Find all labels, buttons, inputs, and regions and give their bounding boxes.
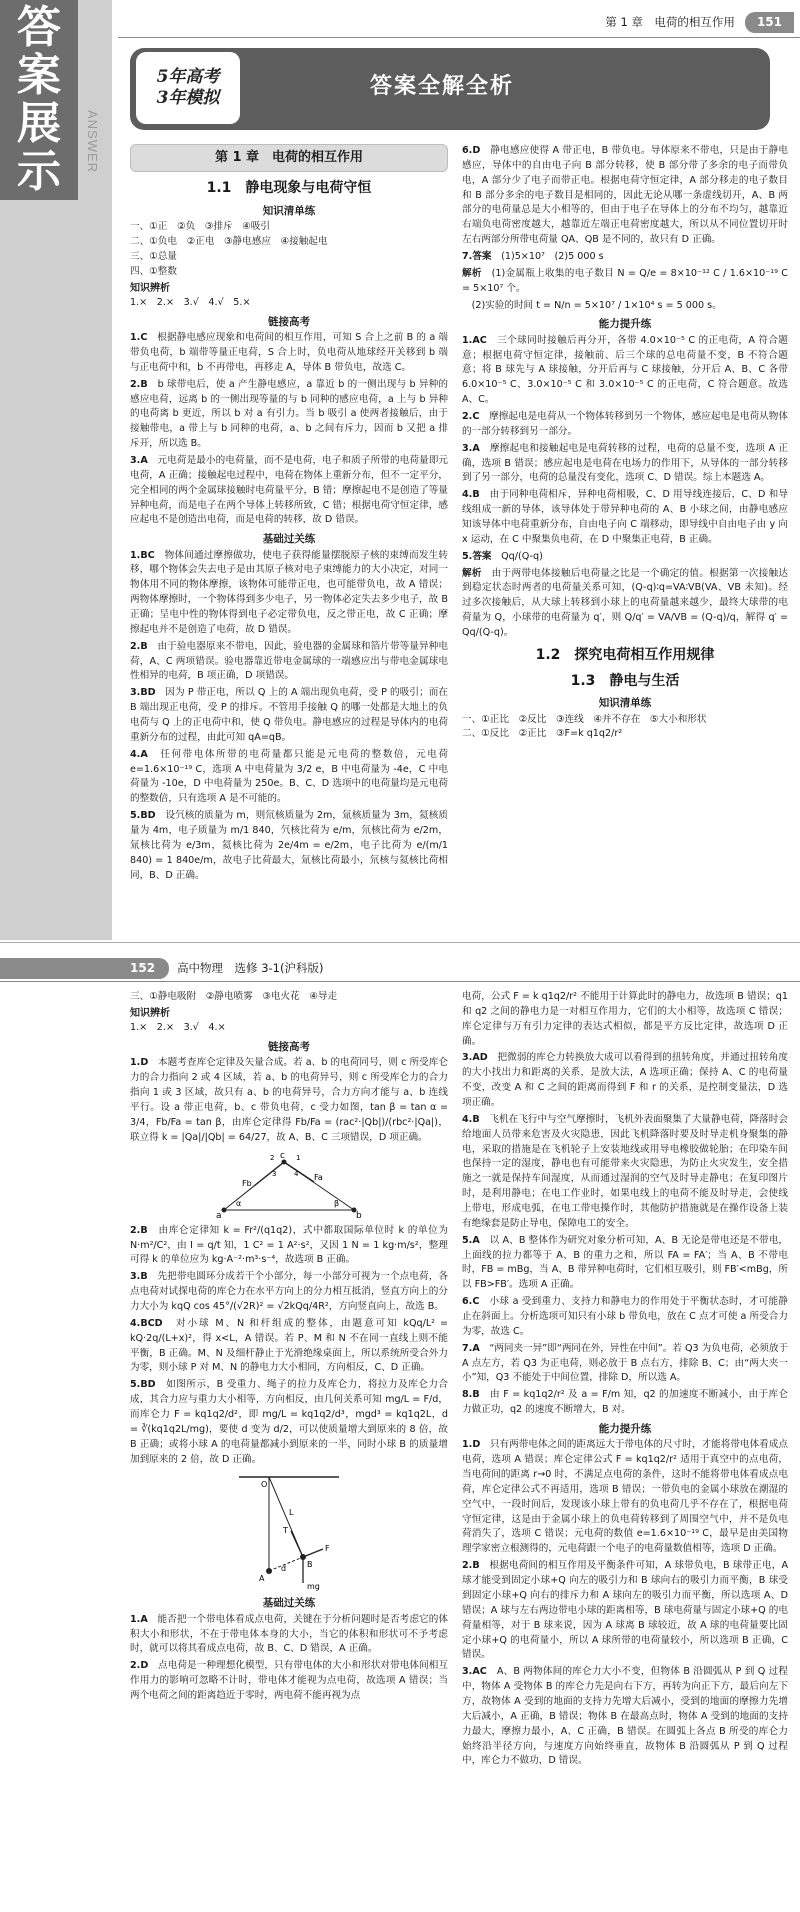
tag-heading: 知识辨析 [130,1007,170,1019]
answer-text: 由 F = kq1q2/r² 及 a = F/m 知，q2 的加速度不断减小，由于库仑力做正功，q2 的速度不断增大，B 对。 [462,1389,788,1416]
answer-item [462,990,788,1049]
answer-text: 设氕核的质量为 m，则氘核质量为 2m，氚核质量为 3m，氦核质量为 4m，电子质量为 m/1 840，氕核比荷为 e/m，氘核比荷为 e/2m，氚核比荷为 e/3m，氦核比荷为 2e/4m = e/2m，电子比荷为 e/(m/1 840) = 1 840e/m，故电子比荷最大，氚核比荷最小，氘核与氦核比荷相同，B、D 正确。 [130,810,448,881]
region-1: 1 [296,1153,301,1162]
answer-text: Qq/(Q-q) [501,550,543,562]
header-chapter: 第 1 章 电荷的相互作用 [605,14,735,29]
answer-item [462,1342,788,1387]
section-title: 1.3 静电与生活 [570,672,680,689]
subsection-heading: 链接高考 [268,1041,310,1054]
side-title-char: 案 [17,50,61,101]
label-b: b [356,1210,362,1220]
subsection-heading: 基础过关练 [262,533,316,546]
answer-line: 一、①正比 ②反比 ③连线 ④并不存在 ⑤大小和形状 [462,713,707,725]
pendulum-diagram [229,1471,349,1591]
answer-item [130,1224,448,1269]
answer-line: 三、①总量 [130,250,177,262]
subsection-heading: 基础过关练 [262,1597,316,1610]
logo-line: 5年高考 [156,67,220,87]
answer-number: 4.B [462,1113,480,1125]
tag-heading: 知识辨析 [130,282,170,294]
answer-text: 先把带电圆环分成若干个小部分，每一小部分可视为一个点电荷，各点电荷对试探电荷的库仑力在水平方向上的分力相互抵消，竖直方向上的分力大小为 kqQ cos 45°/(√2R)² = √2kQq/4R²，方向竖直向上，故选 B。 [130,1271,448,1312]
answer-text: 如图所示，B 受重力、绳子的拉力及库仑力，将拉力及库仑力合成，其合力应与重力大小相等，方向相反，由几何关系可知 mg/L = F/d，而库仑力 F = kq1q2/d²，即 mg/L = kq1q2/d³，mgd³ = kq1q2L，d = ∛(kq1q2L/mg)，要使 d 变为 d/2，可以使质量增大到原来的 8 倍，故 B 正确；或将小球 A 的电荷量都减小到原来的一半，同时小球 B 的质量增加到原来的 2 倍，故 D 正确。 [130,1379,448,1465]
label-alpha: α [236,1198,242,1208]
subsection-heading: 知识清单练 [262,204,316,217]
answer-number: 5.A [462,1234,480,1246]
answer-item [130,748,448,807]
answer-item [130,1270,448,1315]
tension-arrow [291,1531,303,1557]
answer-item [130,378,448,452]
answer-number: 4.B [462,489,480,501]
answer-number: 7.A [462,1342,480,1354]
ball-a [266,1568,272,1574]
label-t: T [283,1526,288,1536]
label-a: a [216,1210,222,1220]
answer-number: 5.答案 [462,550,492,562]
answer-number: 2.B [462,1560,480,1572]
logo-line: 3年模拟 [156,88,220,108]
answer-number: 1.AC [462,334,487,346]
side-title-char: 答 [17,2,61,53]
label-f: F [325,1544,330,1554]
answer-number: 6.D [462,145,481,156]
subsection-heading: 能力提升练 [598,1423,652,1436]
answer-item [130,454,448,528]
charge-a [222,1207,227,1212]
answer-line: 一、①正 ②负 ③排斥 ④吸引 [130,221,270,233]
answer-text: 小球 a 受到重力、支持力和静电力的作用处于平衡状态时，才可能静止在斜面上。分析选项可知只有小球 b 带负电，放在 C 点才可使 a 所受合力为零，故选 C。 [462,1296,788,1337]
answer-text: A、B 两物体间的库仑力大小不变，但物体 B 沿圆弧从 P 到 Q 过程中，物体 A 受物体 B 的库仑力先是向右下方，再转为向正下方，最后向左下方，故物体 A 受到的地面的支持力先增大后减小，受到的地面的摩擦力先增大后减小，A 正确，B 错误；物体 B 在最高点时，物体 A 受到的地面的支持力最大，摩擦力最小，A、C 正确，B 错误。在圆弧上各点 B 所受的库仑力始终沿半径方向，与速度方向始终垂直，故物体 B 沿圆弧从 P 到 Q 过程中，库仑力不做功，D 错误。 [462,1666,788,1767]
answer-text: 电荷，公式 F = k q1q2/r² 不能用于计算此时的静电力，故选项 B 错误；q1 和 q2 之间的静电力是一对相互作用力，它们的大小相等，故选项 C 错误；库仑定律与万有引力定律的表达式相似，都是平方反比定律，故选项 D 正确。 [462,991,788,1047]
label-fb: Fb [242,1178,252,1188]
answer-text: (1)5×10⁷ (2)5 000 s [501,251,604,263]
answer-text: 只有两带电体之间的距离远大于带电体的尺寸时，才能将带电体看成点电荷，选项 A 错误；库仑定律公式 F = kq1q2/r² 适用于真空中的点电荷，当电荷间的距离 r→0 时，不满足点电荷的条件，这时不能将带电体看成点电荷，库仑定律公式不再适用，选项 B 错误；一带负电的金属小球放在潮湿的空气中，一段时间后，发现该小球上带有的负电荷几乎不存在了，根据电荷守恒定律，这是由于金属小球上的负电荷转移到了周围空气中，并不是负电荷消失了，选项 C 错误；元电荷的数值 e=1.6×10⁻¹⁹ C，最早是由美国物理学家密立根测得的，元电荷跟一个电子的电荷量数值相等，选项 D 正确。 [462,1439,788,1555]
answer-number: 2.B [130,378,148,390]
page-number: 151 [745,12,794,33]
answer-text: b 球带电后，使 a 产生静电感应，a 靠近 b 的一侧出现与 b 异种的感应电荷，远离 b 的一侧出现等量的与 b 同种的感应电荷，a 上与 b 异种的电荷离 b 更近，所以 b 对 a 有引力。当 b 吸引 a 使两者接触后，由于接触带电，a 带上与 b 同种的电荷，a、b 之间有斥力，因而 b 又把 a 排斥开，所以选 B。 [130,378,448,450]
answer-text: 物体间通过摩擦做功，使电子获得能量摆脱原子核的束缚而发生转移，哪个物体会失去电子是由其原子核对电子束缚能力的大小决定，对同一物体用不同的物体摩擦，该物体可能带正电，也可能带负电，故 A 错误；两物体摩擦时，一个物体得到多少电子，另一物体必定失去多少电子，故 B 正确；呈电中性的物体得到电子必定带负电，反之带正电，故 C 正确；摩擦起电并不是创造了电荷，故 D 错误。 [130,549,448,635]
side-english-label: ANSWER [85,110,101,174]
answer-item [462,334,788,408]
banner-title: 答案全解全析 [370,74,515,99]
answer-item [462,1559,788,1663]
answer-number: 3.A [462,442,480,454]
answer-text: 能否把一个带电体看成点电荷，关键在于分析问题时是否考虑它的体积大小和形状，不在于带电体本身的大小，当它的体积和形状可不予考虑时，就可以将其看成点电荷，故 B、C、D 错误，A 正确。 [130,1613,448,1655]
answer-line: 二、①反比 ②正比 ③F=k q1q2/r² [462,728,623,740]
answer-text: 由库仑定律知 k = Fr²/(q1q2)，式中都取国际单位时 k 的单位为 N·m²/C²，由 I = q/t 知，1 C² = 1 A²·s²，又因 1 N = 1 kg·m/s²，整理可得 k 的单位应为 kg·A⁻²·m³·s⁻⁴，故选项 B 正确。 [130,1224,448,1266]
ball-b [300,1554,306,1560]
answer-text: 三个球同时接触后再分开，各带 4.0×10⁻⁵ C 的正电荷，A 符合题意；根据电荷守恒定律，接触前、后三个球的总电荷量不变，B 不符合题意；将 B 球先与 A 球接触，分开后再与 C 球接触，分开后 A、B、C 各带 6.0×10⁻⁵ C、3.0×10⁻⁵ C 和 3.0×10⁻⁵ C 的正电荷，C 符合题意。故选 A、C。 [462,334,788,406]
judge-answers: 1.× 2.× 3.√ 4.√ 5.× [130,297,251,309]
answer-item [130,331,448,376]
answer-item [130,1659,448,1704]
answer-text: 飞机在飞行中与空气摩擦时，飞机外表面聚集了大量静电荷，降落时会给地面人员带来危害及火灾隐患，因此飞机降落时要及时导走机身聚集的静电，采取的措施是在飞机轮子上安装地线或用导电橡胶做轮胎；在印染车间也保持一定的湿度，静电也有可能带来火灾隐患，为防止火灾发生，安全措施之一就是保持车间湿度，从而通过湿润的空气及时导走静电；在复印图片时，是利用静电；在电工作业时，如果电线上的电荷不能及时导走，会使线上带电，形成电弧，在电工带电操作时，其他防护措施就是在操作设备上装有绝缘套是防止导电，保障电工的安全。 [462,1113,788,1229]
answer-text: 把微弱的库仑力转换放大成可以看得到的扭转角度，并通过扭转角度的大小找出力和距离的关系，是放大法，A 选项正确；保持 A、C 的电荷量不变，改变 A 和 C 之间的距离而得到 F 和 r 的关系，是控制变量法，D 选项正确。 [462,1052,788,1109]
answer-number: 7.答案 [462,251,492,263]
section-title: 1.2 探究电荷相互作用规律 [535,646,715,663]
answer-number: 3.AD [462,1052,488,1064]
answer-number: 8.B [462,1389,480,1401]
answer-number: 1.BC [130,549,155,561]
answer-text: (2)实验的时间 t = N/n = 5×10⁷ / 1×10⁴ s = 5 000 s。 [471,299,722,311]
answer-item [462,144,788,248]
answer-number: 4.A [130,748,148,760]
force-fb-arrow [254,1162,284,1186]
answer-text: 任何带电体所带的电荷量都只能是元电荷的整数倍，元电荷 e=1.6×10⁻¹⁹ C，选项 A 中电荷量为 3/2 e，B 中电荷量为 -4e，C 中电荷量为 -10e，D 中电荷量为 250e。B、C、D 选项中的电荷量均是元电荷的整数倍，只有选项 A 是不可能的。 [130,748,448,805]
label-fa: Fa [314,1172,323,1182]
answer-item [462,442,788,487]
label-b: B [307,1560,313,1570]
side-title-char: 展 [17,98,61,149]
force-diagram [214,1150,364,1220]
answer-item [462,1234,788,1293]
answer-number: 解析 [462,567,482,579]
answer-line: 三、①静电吸附 ②静电喷雾 ③电火花 ④导走 [130,991,338,1002]
answer-number: 3.A [130,455,148,467]
answer-text: 根据静电感应现象和电荷间的相互作用，可知 S 合上之前 B 的 a 端带负电荷，b 端带等量正电荷，S 合上时，负电荷从地球经开关移到 b 端与正电荷中和，b 不再带电，再移走 A，导体 B 带负电，故选 C。 [130,332,448,373]
answer-item [462,1388,788,1418]
answer-number: 1.D [130,1057,149,1069]
answer-item [462,1665,788,1769]
answer-number: 3.AC [462,1666,487,1678]
answer-item [130,686,448,745]
column-2 [462,144,788,938]
subsection-heading: 知识清单练 [598,697,652,710]
force-fa-arrow [284,1162,314,1182]
answer-item [130,1317,448,1376]
header-book-title: 高中物理 选修 3-1(沪科版) [177,960,324,975]
answer-text: 由于验电器原来不带电，因此，验电器的金属球和箔片带等量异种电荷，A、C 两项错误。验电器靠近带电金属球的一端感应出与带电金属球电性相异的电荷，B 项正确，D 项错误。 [130,640,448,682]
answer-item [130,549,448,638]
page-header-152 [0,956,800,982]
label-a: A [259,1574,265,1584]
label-l: L [289,1508,294,1518]
answer-text: 摩擦起电是电荷从一个物体转移到另一个物体，感应起电是电荷从物体的一部分转移到另一部分。 [462,411,788,437]
answer-text: 因为 P 带正电，所以 Q 上的 A 端出现负电荷，受 P 的吸引；而在 B 端出现正电荷，受 P 的排斥。不管用手接触 Q 的哪一处都是大地上的负电荷与 Q 上的正电荷中和，使 Q 带负电。静电感应的过程是导体内的电荷重新分布的过程，由此可知 qA=qB。 [130,687,448,743]
answer-number: 1.A [130,1613,148,1625]
answer-number: 2.D [130,1660,149,1672]
answer-number: 1.C [130,332,148,344]
brand-logo [136,52,240,124]
answer-item [462,1295,788,1340]
section-title: 1.1 静电现象与电荷守恒 [206,180,372,197]
answer-item [130,1056,448,1145]
label-mg: mg [307,1582,320,1592]
answer-text: 由于同种电荷相斥，异种电荷相吸，C、D 用导线连接后，C、D 和导线组成一新的导体，该导体处于带异种电荷的 A、B 小球之间，由静电感应知该导体中电荷重新分布，自由电子向 C 端移动，即导线中自由电子由 y 向 x 运动，在 C 中聚集负电荷，在 D 中聚集正电荷，B 正确。 [462,489,788,545]
answer-number: 6.C [462,1296,480,1308]
label-beta: β [334,1198,340,1208]
answer-item [462,1113,788,1232]
page-header-151 [118,8,800,38]
answer-item [462,250,788,265]
answer-text: 静电感应使得 A 带正电，B 带负电。导体原来不带电，只是由于静电感应，导体中的自由电子向 B 部分转移，使 B 部分带了多余的电子而带负电，A 部分少了电子而带正电。根据电荷守恒定律，A 部分移走的电子数目和 B 部分多余的电子数目是相同的，因此无论从哪一条虚线切开，A、B 两部分的电荷量总是大小相等的，但由于电子在导体上的分布不均匀，越靠近右端负电荷密度越大，越靠近左端正电荷密度越大，所以从不同位置切开时左右两部分所带电荷量 QA、QB 是不同的，故只有 D 正确。 [462,145,788,246]
answer-text: 对小球 M、N 和杆组成的整体，由题意可知 kQq/L² = kQ·2q/(L+x)²，得 x<L，A 错误。若 P、M 和 N 不在同一直线上则不能平衡，B 正确。M、N 及细杆静止于光滑绝缘桌面上，所以系统所受合外力为零，则小球 P 对 M、N 的静电力大小相同，方向相反，C、D 正确。 [130,1317,448,1374]
answer-number: 1.D [462,1439,481,1451]
answer-number: 4.BCD [130,1317,163,1329]
answer-item [462,299,788,314]
answer-item [130,809,448,883]
region-4: 4 [294,1169,299,1178]
subsection-heading: 链接高考 [268,315,310,328]
answer-number: 2.C [462,411,480,423]
side-title-block [0,0,78,200]
answer-item [130,640,448,685]
page-number: 152 [0,958,169,979]
chapter-heading: 第 1 章 电荷的相互作用 [130,144,448,172]
column-3 [130,990,448,1908]
answer-item [130,1378,448,1467]
answer-item [130,1613,448,1658]
answer-number: 5.BD [130,1379,156,1391]
side-title-char: 示 [17,146,61,197]
answer-item [462,488,788,547]
answer-text: “两同夹一异”即“两同在外，异性在中间”。若 Q3 为负电荷，必须放于 A 点左方，若 Q3 为正电荷，则必放于 B 点右方，排除 B、C；由“两大夹一小”知，Q3 不能处于中间位置，排除 D，所以选 A。 [462,1342,788,1384]
answer-item [462,410,788,440]
subsection-heading: 能力提升练 [598,318,652,331]
answer-number: 3.B [130,1271,148,1283]
answer-number: 3.BD [130,687,156,699]
answer-number: 2.B [130,1224,148,1236]
answer-text: 由于两带电体接触后电荷量之比是一个确定的值。根据第一次接触达到稳定状态时两者的电荷量关系可知，(Q-q)∶q=VA∶VB(VA、VB 未知)。经过多次接触后，从大球上转移到小球上的电荷量越来越少，最终大球带的电荷量为 Q，小球带的电荷量为 q′，则 Q/q′ = VA/VB = (Q-q)/q，解得 q′ = Qq/(Q-q)。 [462,567,788,639]
answer-line: 四、①整数 [130,265,177,277]
answer-text: 元电荷是最小的电荷量，而不是电荷，电子和质子所带的电荷量即元电荷，A 正确；接触起电过程中，电荷在物体上重新分布，但不一定平分，完全相同的两个金属球接触时电荷量平分，B 错；摩擦起电不是创造了等量异种电荷，而是电子在两个导体上转移所致，C 错；根据电荷守恒定律，感应起电不是创造出电荷，而是电荷的转移，故 D 错误。 [130,455,448,526]
region-2: 2 [270,1153,275,1162]
answer-text: 以 A、B 整体作为研究对象分析可知，A、B 无论是带电还是不带电，上面线的拉力都等于 A、B 的重力之和，所以 FA = FA′；当 A、B 不带电时，FB = mBg，当 A、B 带异种电荷时，它们相互吸引，则 FB′<mBg，所以 FB>FB′。选项 A 正确。 [462,1234,788,1291]
region-3: 3 [272,1169,277,1178]
answer-line: 二、①负电 ②正电 ③静电感应 ④接触起电 [130,235,328,247]
title-banner [130,48,770,130]
judge-answers: 1.× 2.× 3.√ 4.× [130,1022,226,1034]
label-c: c [280,1150,285,1161]
column-4 [462,990,788,1908]
answer-text: 根据电荷间的相互作用及平衡条件可知，A 球带负电，B 球带正电，A 球才能受到固定小球+Q 向左的吸引力和 B 球向右的吸引力而平衡，B 球受到固定小球+Q 向右的排斥力和 A 球向左的吸引力而平衡，所以选项 A、D 错误；A 球与左右两边带电小球的距离相等，B 球电荷量与固定小球+Q 的电荷量相等，对于 B 球来说，因为 A 球离 B 球较近，故 A 球的电荷量要比固定小球+Q 的电荷量小，所以 A 球所带的电荷量较小，所以选项 B 正确，C 错误。 [462,1560,788,1661]
page-divider [0,942,800,943]
answer-number: 解析 [462,267,482,279]
answer-number: 2.B [130,640,148,652]
answer-text: 摩擦起电和接触起电是电荷转移的过程，电荷的总量不变，选项 A 正确，选项 B 错误；感应起电是电荷在电场力的作用下，从导体的一部分转移到了另一部分，电荷的总量没有变化，选项 C、D 错误。综上本题选 A。 [462,442,788,484]
column-1 [130,144,448,938]
force-f-arrow [303,1549,323,1557]
answer-item [462,550,788,565]
answer-text: (1)金属瓶上收集的电子数目 N = Q/e = 8×10⁻¹² C / 1.6×10⁻¹⁹ C = 5×10⁷ 个。 [462,267,788,294]
label-o: O [261,1480,268,1490]
label-d: d [281,1564,287,1574]
answer-text: 点电荷是一种理想化模型，只有带电体的大小和形状对带电体间相互作用力的影响可忽略不计时，带电体才能视为点电荷，故选项 A 错误；当两个电荷之间的距离趋近于零时，两电荷不能再视为点 [130,1660,448,1701]
answer-number: 5.BD [130,810,156,822]
answer-item [462,567,788,641]
answer-item [462,267,788,297]
answer-item [462,1438,788,1557]
answer-text: 本题考查库仑定律及矢量合成。若 a、b 的电荷同号，则 c 所受库仑力的合力指向 2 或 4 区域，若 a、b 的电荷异号，则 c 所受库仑力的合力指向 1 或 3 区域，故只有 a、b 的电荷异号，合力方向才能与 a、b 连线平行。设 a 带正电荷，b、c 带负电荷，c 受力如图，tan β = tan α = 3/4，Fb/Fa = tan β，由库仑定律得 Fb/Fa = (rac²·|Qb|)/(rbc²·|Qa|)，联立得 k = |Qa|/|Qb| = 64/27，故 A、B、C 三项错误，D 项正确。 [130,1057,448,1143]
answer-item [462,1051,788,1110]
